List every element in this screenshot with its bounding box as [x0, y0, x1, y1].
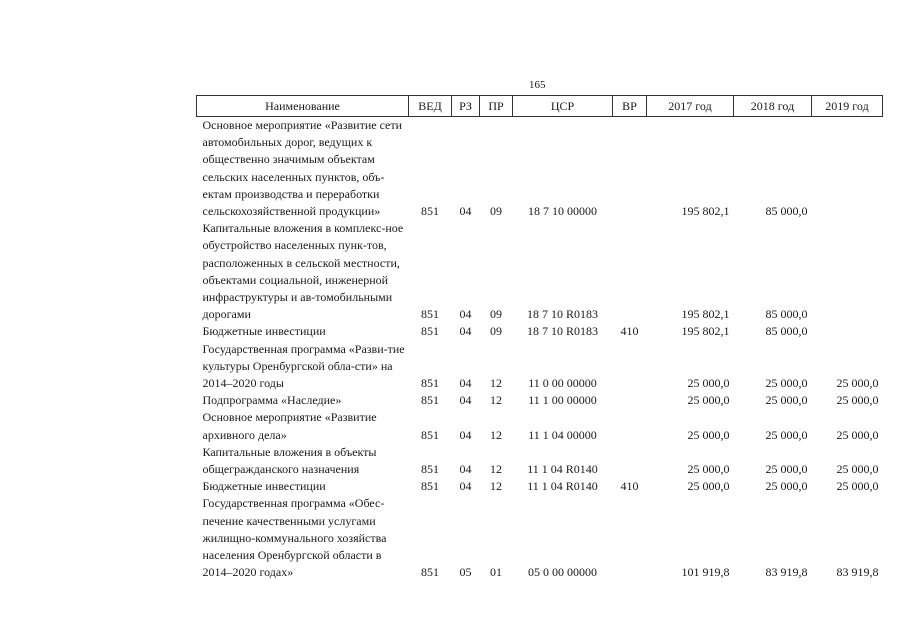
- row-2017: 25 000,0: [687, 376, 730, 391]
- row-vr: [613, 444, 647, 478]
- row-rz: 04: [459, 376, 472, 391]
- row-2019: 25 000,0: [836, 376, 879, 391]
- row-rz: 04: [459, 479, 472, 494]
- page-number: 165: [529, 79, 546, 91]
- header-rz: РЗ: [452, 96, 480, 117]
- header-ved: ВЕД: [409, 96, 452, 117]
- header-2017: 2017 год: [647, 96, 734, 117]
- row-2018: 25 000,0: [765, 462, 808, 477]
- row-2017: 195 802,1: [681, 307, 730, 322]
- header-pr: ПР: [480, 96, 513, 117]
- row-2018: 85 000,0: [765, 307, 808, 322]
- row-2019: 25 000,0: [836, 462, 879, 477]
- row-pr: 09: [490, 324, 502, 339]
- table-header-row: [197, 96, 883, 117]
- table-row: [197, 478, 883, 495]
- row-vr: [613, 409, 647, 443]
- row-rz: 04: [459, 462, 472, 477]
- row-vr: [613, 495, 647, 581]
- row-name: Капитальные вложения в комплекс-ное обустройство населенных пунк-тов, расположенных в сельской местности, объектами социальной, инженерной инфраструктуры и ав-томобильными дорогами: [202, 221, 404, 322]
- row-2019: 25 000,0: [836, 393, 879, 408]
- row-2018: 25 000,0: [765, 427, 808, 442]
- row-name: Бюджетные инвестиции: [202, 324, 326, 339]
- row-vr: 410: [620, 479, 639, 494]
- row-ved: 851: [421, 307, 439, 322]
- row-2018: 25 000,0: [765, 376, 808, 391]
- row-2018: 25 000,0: [765, 479, 808, 494]
- row-name: Основное мероприятие «Развитие архивного дела»: [202, 410, 377, 442]
- row-csr: 05 0 00 00000: [528, 565, 597, 580]
- row-ved: 851: [421, 204, 439, 219]
- row-name: Подпрограмма «Наследие»: [202, 393, 342, 408]
- row-ved: 851: [421, 479, 439, 494]
- row-ved: 851: [421, 462, 439, 477]
- row-pr: 12: [490, 462, 502, 477]
- row-2019: 25 000,0: [836, 479, 879, 494]
- row-name: Основное мероприятие «Развитие сети автомобильных дорог, ведущих к общественно значимым объектам сельских населенных пунктов, объ-ектам производства и переработки сельскохозяйственной продукции»: [202, 118, 403, 219]
- row-pr: 09: [490, 307, 502, 322]
- row-2018: 85 000,0: [765, 324, 808, 339]
- table-row: [197, 409, 883, 443]
- row-csr: 18 7 10 R0183: [526, 307, 598, 322]
- row-vr: [613, 117, 647, 221]
- row-rz: 04: [459, 324, 472, 339]
- table-row: [197, 117, 883, 221]
- row-vr: [613, 220, 647, 323]
- row-rz: 04: [459, 393, 472, 408]
- row-ved: 851: [421, 324, 439, 339]
- row-2017: 101 919,8: [681, 565, 730, 580]
- row-2017: 25 000,0: [687, 462, 730, 477]
- table-row: [197, 444, 883, 478]
- row-2019: [812, 220, 883, 323]
- row-csr: 11 1 00 00000: [528, 393, 597, 408]
- row-2017: 25 000,0: [687, 393, 730, 408]
- header-csr: ЦСР: [513, 96, 613, 117]
- row-2017: 195 802,1: [681, 324, 730, 339]
- row-csr: 11 1 04 R0140: [527, 462, 598, 477]
- row-csr: 11 1 04 R0140: [527, 479, 598, 494]
- row-2017: 25 000,0: [687, 479, 730, 494]
- row-2019: [812, 323, 883, 340]
- table-row: [197, 341, 883, 393]
- header-name: Наименование: [197, 96, 409, 117]
- row-2018: 85 000,0: [765, 204, 808, 219]
- row-pr: 01: [490, 565, 502, 580]
- row-ved: 851: [421, 376, 439, 391]
- row-2019: 25 000,0: [836, 427, 879, 442]
- row-2019: [812, 117, 883, 221]
- row-rz: 04: [459, 204, 472, 219]
- row-pr: 09: [490, 204, 502, 219]
- row-2019: 83 919,8: [836, 565, 879, 580]
- row-ved: 851: [421, 393, 439, 408]
- row-name: Капитальные вложения в объекты общегражданского назначения: [202, 444, 377, 477]
- header-vr: ВР: [613, 96, 647, 117]
- table-row: [197, 392, 883, 409]
- row-2018: 25 000,0: [765, 393, 808, 408]
- row-name: Государственная программа «Разви-тие культуры Оренбургской обла-сти» на 2014–2020 годы: [202, 341, 405, 391]
- row-2017: 25 000,0: [687, 427, 730, 442]
- row-vr: 410: [620, 324, 639, 339]
- row-name: Государственная программа «Обес-печение качественными услугами жилищно-коммунального хозяйства населения Оренбургской области в 2014–2020 годах»: [202, 496, 387, 580]
- row-ved: 851: [421, 565, 439, 580]
- row-name: Бюджетные инвестиции: [202, 479, 326, 494]
- header-2019: 2019 год: [812, 96, 883, 117]
- row-vr: [613, 392, 647, 409]
- table-row: [197, 495, 883, 581]
- row-rz: 04: [459, 307, 472, 322]
- row-rz: 04: [459, 427, 472, 442]
- row-csr: 11 1 04 00000: [528, 427, 597, 442]
- row-2018: 83 919,8: [765, 565, 808, 580]
- row-csr: 18 7 10 R0183: [526, 324, 598, 339]
- header-2018: 2018 год: [734, 96, 812, 117]
- row-2017: 195 802,1: [681, 204, 730, 219]
- row-csr: 18 7 10 00000: [528, 204, 597, 219]
- table-row: [197, 220, 883, 323]
- row-pr: 12: [490, 427, 502, 442]
- row-csr: 11 0 00 00000: [528, 376, 597, 391]
- budget-table: [196, 95, 883, 581]
- row-pr: 12: [490, 479, 502, 494]
- row-vr: [613, 341, 647, 393]
- row-pr: 12: [490, 393, 502, 408]
- row-pr: 12: [490, 376, 502, 391]
- row-rz: 05: [459, 565, 472, 580]
- row-ved: 851: [421, 427, 439, 442]
- table-row: [197, 323, 883, 340]
